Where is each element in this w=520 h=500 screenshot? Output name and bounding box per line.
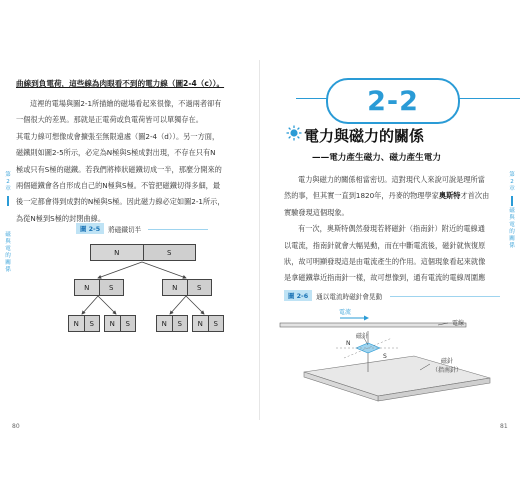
text-line: 磁鐵則如圖2-5所示，必定為N極與S極成對出現，不存在只有N bbox=[16, 148, 216, 158]
text-run: 然的事，但其實一直到1820年，丹麥的物理學家 bbox=[284, 191, 439, 201]
section-title: 電力與磁力的關係 bbox=[304, 127, 425, 145]
magnet-pole-s: S bbox=[208, 316, 224, 331]
text-run: 才首次由 bbox=[460, 191, 490, 201]
text-line: 為從N極到S極的封閉曲線。 bbox=[16, 213, 106, 223]
left-side-tab-topic: 磁與電的關係 bbox=[5, 232, 11, 273]
split-arrow bbox=[98, 262, 142, 278]
magnet-pole-n: N bbox=[172, 283, 178, 292]
magnet-pole-n: N bbox=[114, 248, 120, 257]
magnet-pole-s: S bbox=[84, 316, 100, 331]
magnet-pole-s: S bbox=[120, 316, 136, 331]
text-line: 極或只有S極的磁鐵。若我們將棒狀磁鐵切成一半，那麼分開來的 bbox=[16, 164, 222, 174]
text-line: 狀，故可明顯發現這是由電流產生的作用。這個現象看起來就像 bbox=[284, 257, 486, 267]
text-line: 以電流，指南針就會大幅晃動，而在中斷電流後，磁針就恢復原 bbox=[284, 240, 486, 250]
label-compass bbox=[432, 356, 462, 374]
label-needle: 磁針 bbox=[356, 333, 369, 340]
label-s: S bbox=[383, 353, 387, 360]
text-line: 實驗發現這個現象。 bbox=[284, 207, 349, 217]
label-compass-line: （指南針） bbox=[432, 367, 463, 374]
magnet-pole-n: N bbox=[109, 319, 115, 328]
magnet-pole-s: S bbox=[172, 316, 188, 331]
text-line: 電力與磁力的關係相當密切。這對現代人來說可說是理所當 bbox=[298, 175, 485, 184]
text-line: 是拿磁鐵靠近指南針一樣，故可想像到，通有電流的電線周圍應 bbox=[284, 273, 486, 283]
magnet-quarter bbox=[68, 315, 100, 332]
figure-2-5-title: 將磁鐵切半 bbox=[108, 225, 142, 234]
right-side-tab-bar bbox=[511, 196, 513, 206]
split-arrow bbox=[170, 296, 186, 314]
figure-2-5-number: 圖 2-5 bbox=[76, 223, 104, 234]
magnet-quarter bbox=[192, 315, 224, 332]
split-arrow bbox=[98, 296, 116, 314]
label-wire: 電線 bbox=[452, 320, 465, 327]
label-compass-line: 磁針 bbox=[441, 358, 454, 365]
text-line: 其電力線可想像成會擴張至無限遠處（圖2-4（d））。另一方面， bbox=[16, 131, 220, 141]
figure-2-6-number: 圖 2-6 bbox=[284, 290, 312, 301]
left-side-tab-chapter: 第2章 bbox=[5, 172, 11, 192]
section-subtitle: ——電力產生磁力、磁力產生電力 bbox=[312, 153, 441, 163]
magnet-pole-s: S bbox=[187, 280, 212, 295]
text-line: 有一次，奧斯特偶然發現若將磁針（指南針）附近的電線通 bbox=[298, 224, 485, 234]
text-line: 一個很大的差異。那就是正電荷或負電荷皆可以單獨存在。 bbox=[16, 115, 203, 125]
right-side-tab-chapter: 第2章 bbox=[509, 172, 515, 192]
label-n: N bbox=[346, 340, 351, 347]
magnet-pole-n: N bbox=[84, 283, 90, 292]
highlight-oersted: 奧斯特 bbox=[438, 191, 461, 201]
split-arrow bbox=[82, 296, 98, 314]
magnet-pole-s: S bbox=[99, 280, 124, 295]
split-arrow bbox=[142, 262, 186, 278]
right-side-tab-topic: 磁與電的關係 bbox=[509, 208, 515, 249]
label-current: 電流 bbox=[339, 309, 352, 316]
magnet-half bbox=[162, 279, 212, 296]
magnet-pole-n: N bbox=[161, 319, 167, 328]
page-number-right: 81 bbox=[500, 423, 508, 430]
magnet-quarter bbox=[156, 315, 188, 332]
figure-2-6-illustration bbox=[260, 0, 520, 500]
magnet-pole-n: N bbox=[73, 319, 79, 328]
magnet-whole bbox=[90, 244, 196, 261]
figure-2-6-title: 通以電流時磁針會晃動 bbox=[316, 292, 383, 301]
split-arrow bbox=[186, 296, 204, 314]
lead-sentence: 曲線到負電荷，這些線為肉眼看不到的電力線（圖2-4（c））。 bbox=[16, 79, 225, 88]
magnet-pole-s: S bbox=[143, 245, 196, 260]
text-line: 這裡的電場與圖2-1所描繪的磁場看起來很像，不過兩者卻有 bbox=[30, 99, 222, 108]
magnet-quarter bbox=[104, 315, 136, 332]
magnet-pole-n: N bbox=[197, 319, 203, 328]
compass-base bbox=[304, 356, 490, 396]
magnet-half bbox=[74, 279, 124, 296]
page-number-left: 80 bbox=[12, 423, 20, 430]
text-line: 後一定都會得到成對的N極與S極。因此磁力線必定如圖2-1所示， bbox=[16, 197, 225, 207]
text-line: 兩個磁鐵會各自形成自己的N極與S極。不管把磁鐵切得多細，最 bbox=[16, 181, 221, 191]
section-number-badge: 2-2 bbox=[326, 78, 460, 124]
